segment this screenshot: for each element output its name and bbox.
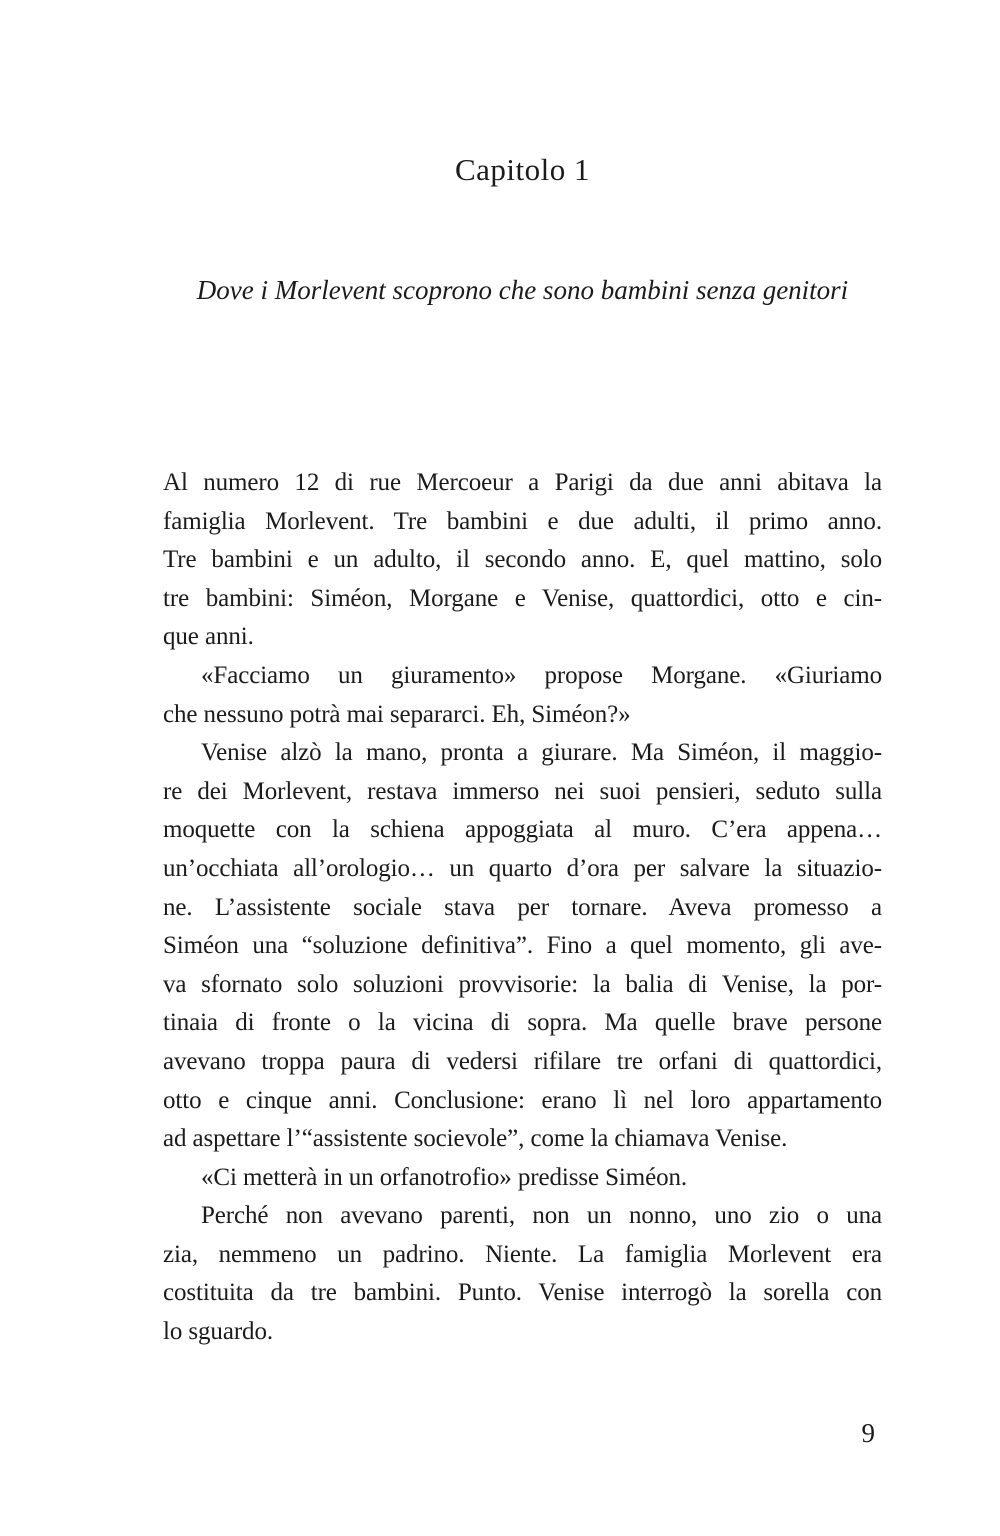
text-line: re dei Morlevent, restava immerso nei suoi pensieri, seduto sulla xyxy=(163,777,882,805)
body-text xyxy=(163,464,882,1352)
text-line: va sfornato solo soluzioni provvisorie: la balia di Venise, la por- xyxy=(163,970,882,998)
text-line: Siméon una “soluzione definitiva”. Fino a quel momento, gli ave- xyxy=(163,932,882,960)
text-line: Al numero 12 di rue Mercoeur a Parigi da due anni abitava la xyxy=(163,469,882,496)
text-line: Perché non avevano parenti, non un nonno, uno zio o una xyxy=(201,1202,882,1230)
chapter-subtitle: Dove i Morlevent scoprono che sono bambini senza genitori xyxy=(196,275,849,305)
text-line: lo sguardo. xyxy=(163,1318,273,1346)
text-line: costituita da tre bambini. Punto. Venise interrogò la sorella con xyxy=(163,1279,882,1307)
text-line: che nessuno potrà mai separarci. Eh, Siméon?» xyxy=(163,700,631,728)
text-line: tre bambini: Siméon, Morgane e Venise, quattordici, otto e cin- xyxy=(163,584,882,612)
chapter-title: Capitolo 1 xyxy=(454,152,591,187)
text-line: famiglia Morlevent. Tre bambini e due adulti, il primo anno. xyxy=(163,507,882,535)
text-line: otto e cinque anni. Conclusione: erano lì nel loro appartamento xyxy=(163,1086,882,1114)
text-line: zia, nemmeno un padrino. Niente. La famiglia Morlevent era xyxy=(163,1240,882,1268)
text-line: Tre bambini e un adulto, il secondo anno. E, quel mattino, solo xyxy=(163,546,882,574)
text-line: ne. L’assistente sociale stava per tornare. Aveva promesso a xyxy=(163,893,882,921)
text-line: avevano troppa paura di vedersi rifilare tre orfani di quattordici, xyxy=(163,1047,882,1075)
text-line: «Facciamo un giuramento» propose Morgane. «Giuriamo xyxy=(201,661,882,689)
text-line: que anni. xyxy=(163,623,254,651)
text-line: «Ci metterà in un orfanotrofio» predisse Siméon. xyxy=(201,1163,688,1191)
text-line: ad aspettare l’“assistente socievole”, come la chiamava Venise. xyxy=(163,1125,788,1153)
text-line: moquette con la schiena appoggiata al muro. C’era appena… xyxy=(163,816,882,844)
text-line: un’occhiata all’orologio… un quarto d’ora per salvare la situazio- xyxy=(163,854,882,882)
text-line: tinaia di fronte o la vicina di sopra. Ma quelle brave persone xyxy=(163,1009,882,1037)
page-number: 9 xyxy=(861,1418,875,1448)
text-line: Venise alzò la mano, pronta a giurare. Ma Siméon, il maggio- xyxy=(201,739,882,767)
